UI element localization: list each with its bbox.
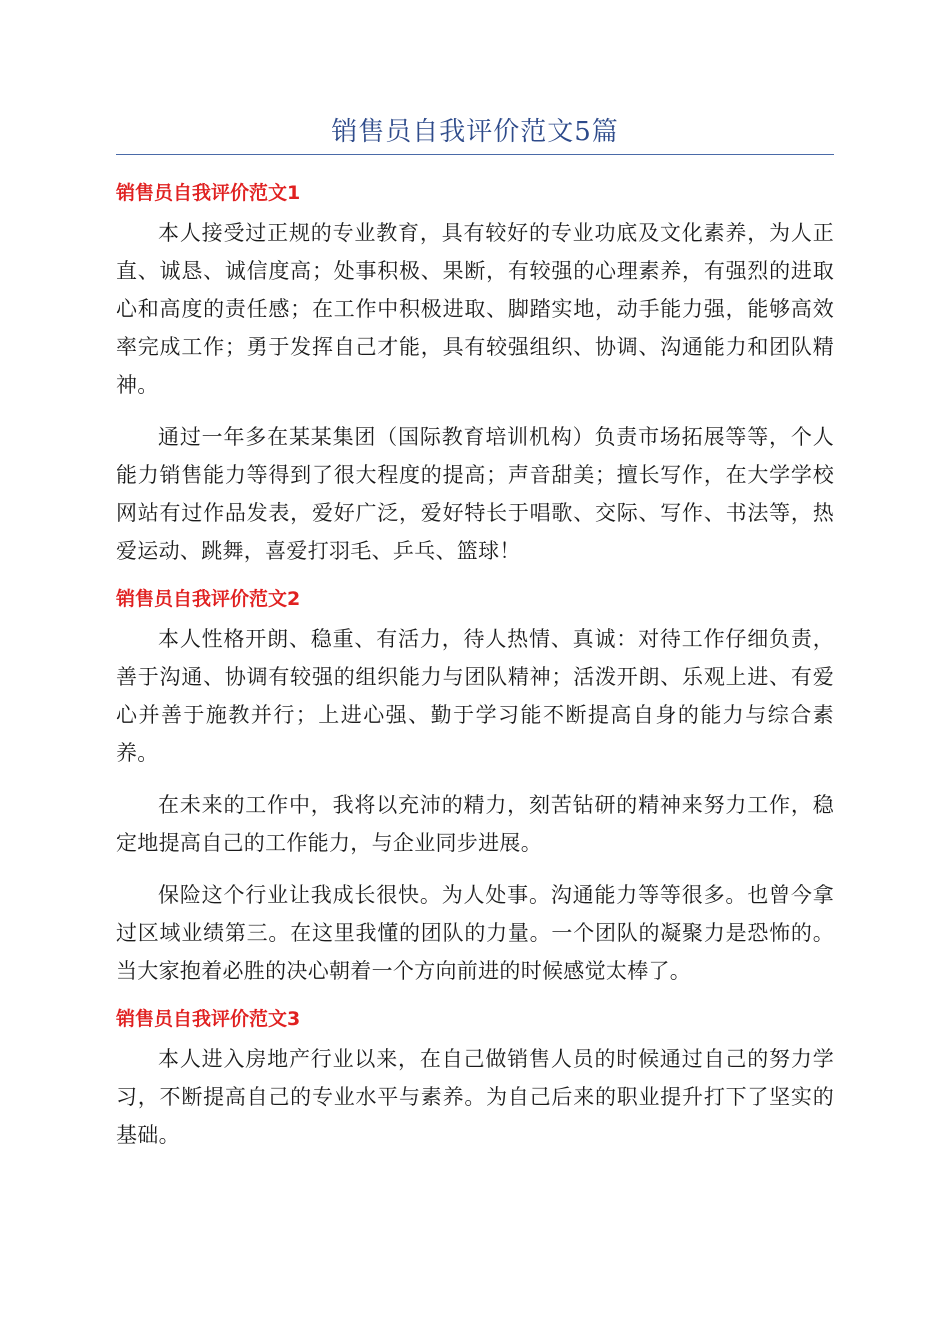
document-body bbox=[116, 178, 834, 1168]
paragraph: 本人进入房地产行业以来，在自己做销售人员的时候通过自己的努力学习，不断提高自己的专业水平与素养。为自己后来的职业提升打下了坚实的基础。 bbox=[116, 1047, 834, 1147]
paragraph: 保险这个行业让我成长很快。为人处事。沟通能力等等很多。也曾今拿过区域业绩第三。在这里我懂的团队的力量。一个团队的凝聚力是恐怖的。当大家抱着必胜的决心朝着一个方向前进的时候感觉太棒了。 bbox=[116, 883, 834, 983]
section-2 bbox=[116, 584, 834, 990]
paragraph: 在未来的工作中，我将以充沛的精力，刻苦钻研的精神来努力工作，稳定地提高自己的工作能力，与企业同步进展。 bbox=[116, 793, 834, 855]
section-heading: 销售员自我评价范文3 bbox=[116, 1008, 301, 1030]
section-heading: 销售员自我评价范文2 bbox=[116, 588, 301, 610]
paragraph: 本人性格开朗、稳重、有活力，待人热情、真诚：对待工作仔细负责，善于沟通、协调有较强的组织能力与团队精神；活泼开朗、乐观上进、有爱心并善于施教并行；上进心强、勤于学习能不断提高自身的能力与综合素养。 bbox=[116, 627, 834, 765]
section-heading: 销售员自我评价范文1 bbox=[116, 182, 301, 204]
section-3 bbox=[116, 1004, 834, 1154]
paragraph: 本人接受过正规的专业教育，具有较好的专业功底及文化素养，为人正直、诚恳、诚信度高；处事积极、果断，有较强的心理素养，有强烈的进取心和高度的责任感；在工作中积极进取、脚踏实地，动手能力强，能够高效率完成工作；勇于发挥自己才能，具有较强组织、协调、沟通能力和团队精神。 bbox=[116, 221, 834, 397]
document-title: 销售员自我评价范文5篇 bbox=[331, 117, 619, 147]
section-1 bbox=[116, 178, 834, 570]
title-underline bbox=[116, 154, 834, 155]
paragraph: 通过一年多在某某集团（国际教育培训机构）负责市场拓展等等，个人能力销售能力等得到了很大程度的提高；声音甜美；擅长写作，在大学学校网站有过作品发表，爱好广泛，爱好特长于唱歌、交际、写作、书法等，热爱运动、跳舞，喜爱打羽毛、乒乓、篮球！ bbox=[116, 425, 834, 563]
